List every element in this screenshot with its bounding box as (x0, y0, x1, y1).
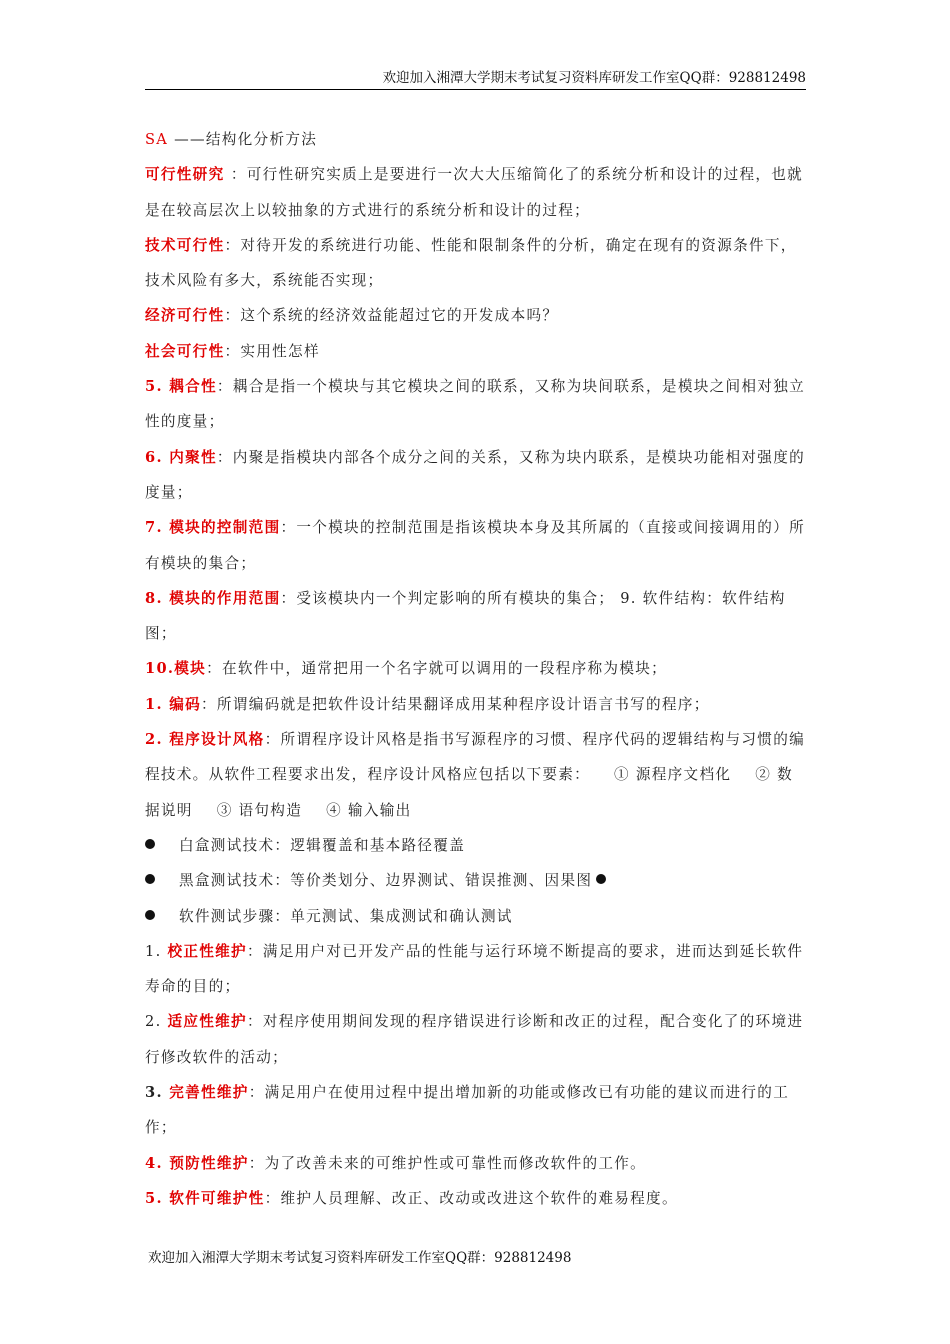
style-element-3: ③ 语句构造 (216, 801, 303, 819)
style-element-2: ② 数据说明 (145, 766, 793, 819)
bullet-icon (145, 828, 179, 863)
control-scope-paragraph (145, 510, 806, 581)
term-label: 7. 模块的控制范围 (145, 519, 281, 537)
item-number: 1. (145, 942, 168, 960)
effect-scope-paragraph (145, 581, 806, 652)
corrective-maintenance-paragraph (145, 934, 806, 1005)
coupling-paragraph (145, 369, 806, 440)
page-header: 欢迎加入湘潭大学期末考试复习资料库研发工作室QQ群：928812498 (145, 66, 806, 90)
module-paragraph (145, 651, 806, 686)
social-feasibility-paragraph (145, 334, 806, 369)
term-definition: ：内聚是指模块内部各个成分之间的关系，又称为块内联系，是模块功能相对强度的度量； (145, 448, 805, 501)
term-label: 1. 编码 (145, 695, 202, 713)
term-definition: ：一个模块的控制范围是指该模块本身及其所属的（直接或间接调用的）所有模块的集合； (145, 519, 805, 572)
term-definition: ：对程序使用期间发现的程序错误进行诊断和改正的过程，配合变化了的环境进行修改软件的活动； (145, 1013, 804, 1066)
style-element-1: ① 源程序文档化 (614, 766, 732, 784)
term-definition: ：所谓程序设计风格是指书写源程序的习惯、程序代码的逻辑结构与习惯的编程技术。从软件工程要求出发，程序设计风格应包括以下要素： (145, 731, 805, 784)
term-label: 经济可行性 (145, 307, 225, 325)
term-label: 完善性维护 (169, 1084, 249, 1102)
item-number: 3. (145, 1084, 170, 1102)
term-label: 5. 耦合性 (145, 378, 217, 396)
term-definition: ：受该模块内一个判定影响的所有模块的集合； 9. 软件结构：软件结构图； (145, 589, 786, 643)
term-label: 适应性维护 (167, 1013, 247, 1031)
adaptive-maintenance-paragraph (145, 1004, 806, 1075)
term-definition: ：满足用户对已开发产品的性能与运行环境不断提高的要求，进而达到延长软件寿命的目的； (145, 942, 804, 996)
term-label: 6. 内聚性 (145, 448, 217, 466)
term-definition: ：在软件中，通常把用一个名字就可以调用的一段程序称为模块； (206, 660, 667, 678)
term-label: 8. 模块的作用范围 (145, 589, 281, 607)
term-definition: ：为了改善未来的可维护性或可靠性而修改软件的工作。 (248, 1154, 647, 1172)
item-number: 2. (145, 1013, 168, 1031)
term-definition: ：耦合是指一个模块与其它模块之间的联系，又称为块间联系，是模块之间相对独立性的度量； (145, 378, 805, 431)
preventive-maintenance-paragraph (145, 1146, 806, 1181)
sa-heading (145, 122, 806, 157)
bullet-text: 软件测试步骤：单元测试、集成测试和确认测试 (179, 907, 513, 925)
bullet-icon (145, 899, 179, 934)
term-label: 社会可行性 (145, 342, 225, 360)
bullet-text: 黑盒测试技术：等价类划分、边界测试、错误推测、因果图 (179, 863, 606, 898)
style-element-4: ④ 输入输出 (326, 801, 412, 819)
coding-paragraph (145, 687, 806, 722)
term-label: 技术可行性 (145, 236, 225, 254)
term-definition: ：对待开发的系统进行功能、性能和限制条件的分析，确定在现有的资源条件下，技术风险有多大，系统能否实现； (145, 236, 797, 290)
economic-feasibility-paragraph (145, 298, 806, 333)
perfective-maintenance-paragraph (145, 1075, 806, 1146)
term-label: 2. 程序设计风格 (145, 731, 265, 749)
term-definition: ：可行性研究实质上是要进行一次大大压缩简化了的系统分析和设计的过程，也就是在较高层次上以较抽象的方式进行的系统分析和设计的过程； (145, 166, 804, 219)
technical-feasibility-paragraph (145, 228, 806, 299)
term-label: 10.模块 (145, 660, 207, 678)
document-body (145, 122, 806, 1216)
bullet-icon (145, 863, 179, 898)
maintainability-paragraph (145, 1181, 806, 1216)
term-definition: ：所谓编码就是把软件设计结果翻译成用某种程序设计语言书写的程序； (201, 695, 710, 713)
term-definition: ：满足用户在使用过程中提出增加新的功能或修改已有功能的建议而进行的工作； (145, 1084, 790, 1137)
bullet-item (145, 863, 806, 898)
term-label: 校正性维护 (167, 942, 247, 960)
term-label: 4. 预防性维护 (145, 1154, 249, 1172)
sa-code: SA (145, 131, 169, 148)
term-definition: ：维护人员理解、改正、改动或改进这个软件的难易程度。 (264, 1189, 678, 1207)
bullet-item (145, 828, 806, 863)
cohesion-paragraph (145, 440, 806, 511)
feasibility-study-paragraph (145, 157, 806, 228)
page-footer: 欢迎加入湘潭大学期末考试复习资料库研发工作室QQ群：928812498 (148, 1250, 572, 1266)
term-definition: ：这个系统的经济效益能超过它的开发成本吗？ (224, 307, 559, 325)
bullet-item (145, 899, 806, 934)
programming-style-paragraph (145, 722, 806, 828)
term-definition: ：实用性怎样 (224, 342, 320, 360)
bullet-icon (596, 874, 606, 884)
bullet-text: 白盒测试技术：逻辑覆盖和基本路径覆盖 (179, 836, 466, 854)
term-label: 可行性研究 (145, 166, 231, 184)
term-label: 5. 软件可维护性 (145, 1189, 265, 1207)
sa-title: ——结构化分析方法 (168, 131, 318, 148)
